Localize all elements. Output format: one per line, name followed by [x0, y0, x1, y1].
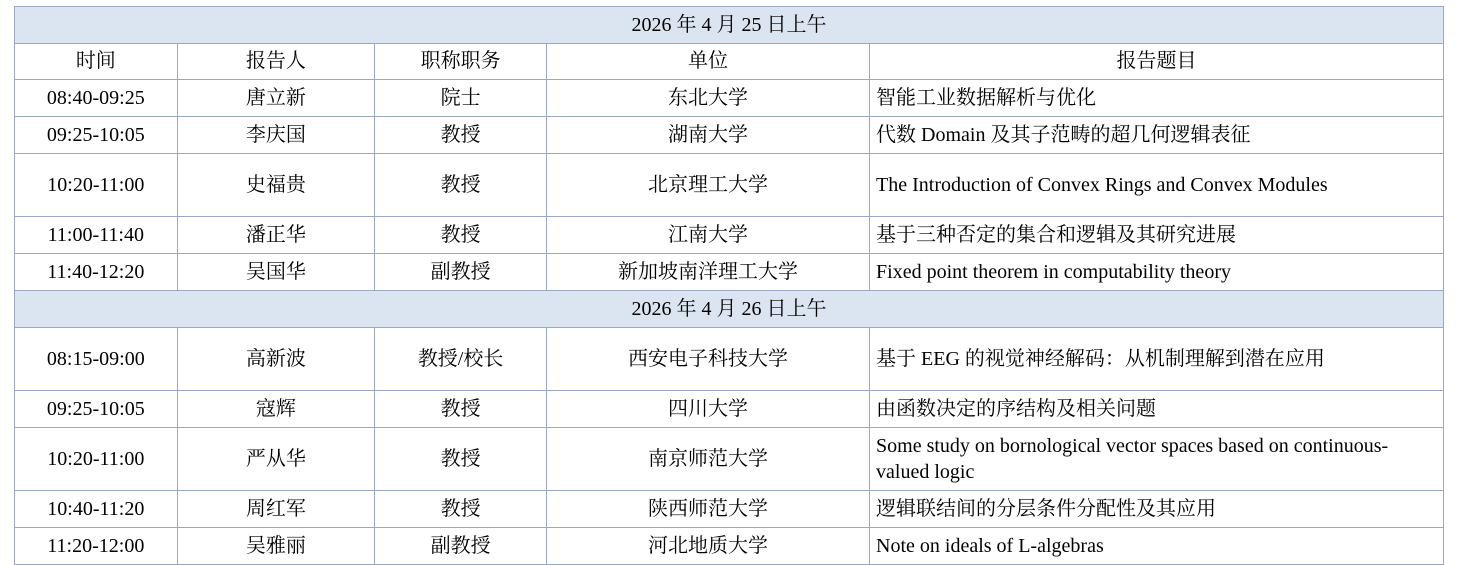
- table-row: [15, 428, 1444, 491]
- cell-time: 10:40-11:20: [15, 491, 178, 528]
- table-row: [15, 253, 1444, 290]
- cell-organization: 南京师范大学: [547, 428, 870, 491]
- cell-organization: 四川大学: [547, 391, 870, 428]
- table-row: [15, 491, 1444, 528]
- cell-time: 09:25-10:05: [15, 116, 178, 153]
- cell-topic: Some study on bornological vector spaces based on continuous-valued logic: [870, 428, 1444, 491]
- cell-job-title: 教授: [375, 216, 547, 253]
- section-header-row: [15, 7, 1444, 44]
- cell-time: 09:25-10:05: [15, 391, 178, 428]
- cell-speaker: 史福贵: [177, 153, 374, 216]
- cell-job-title: 院士: [375, 79, 547, 116]
- cell-organization: 河北地质大学: [547, 528, 870, 565]
- cell-job-title: 教授/校长: [375, 328, 547, 391]
- column-header: 职称职务: [375, 44, 547, 79]
- cell-speaker: 唐立新: [177, 79, 374, 116]
- section-title: 2026 年 4 月 25 日上午: [15, 7, 1444, 44]
- cell-speaker: 严从华: [177, 428, 374, 491]
- cell-organization: 西安电子科技大学: [547, 328, 870, 391]
- cell-organization: 湖南大学: [547, 116, 870, 153]
- cell-job-title: 教授: [375, 116, 547, 153]
- cell-job-title: 副教授: [375, 253, 547, 290]
- cell-topic: 代数 Domain 及其子范畴的超几何逻辑表征: [870, 116, 1444, 153]
- table-row: [15, 216, 1444, 253]
- cell-time: 08:40-09:25: [15, 79, 178, 116]
- cell-topic: 逻辑联结间的分层条件分配性及其应用: [870, 491, 1444, 528]
- cell-time: 10:20-11:00: [15, 428, 178, 491]
- column-header: 单位: [547, 44, 870, 79]
- cell-topic: 基于三种否定的集合和逻辑及其研究进展: [870, 216, 1444, 253]
- cell-organization: 北京理工大学: [547, 153, 870, 216]
- schedule-table: [14, 6, 1444, 565]
- cell-speaker: 李庆国: [177, 116, 374, 153]
- cell-time: 11:40-12:20: [15, 253, 178, 290]
- cell-time: 11:00-11:40: [15, 216, 178, 253]
- schedule-body: [15, 7, 1444, 565]
- cell-topic: 由函数决定的序结构及相关问题: [870, 391, 1444, 428]
- cell-topic: 智能工业数据解析与优化: [870, 79, 1444, 116]
- table-row: [15, 391, 1444, 428]
- cell-speaker: 吴国华: [177, 253, 374, 290]
- cell-topic: The Introduction of Convex Rings and Convex Modules: [870, 153, 1444, 216]
- column-header-row: [15, 44, 1444, 79]
- cell-job-title: 副教授: [375, 528, 547, 565]
- cell-speaker: 潘正华: [177, 216, 374, 253]
- cell-topic: Fixed point theorem in computability theory: [870, 253, 1444, 290]
- section-header-row: [15, 290, 1444, 327]
- table-row: [15, 79, 1444, 116]
- cell-job-title: 教授: [375, 391, 547, 428]
- cell-organization: 江南大学: [547, 216, 870, 253]
- cell-time: 11:20-12:00: [15, 528, 178, 565]
- cell-speaker: 高新波: [177, 328, 374, 391]
- table-row: [15, 116, 1444, 153]
- cell-time: 08:15-09:00: [15, 328, 178, 391]
- cell-job-title: 教授: [375, 491, 547, 528]
- column-header: 报告人: [177, 44, 374, 79]
- column-header: 报告题目: [870, 44, 1444, 79]
- cell-job-title: 教授: [375, 153, 547, 216]
- table-row: [15, 153, 1444, 216]
- cell-time: 10:20-11:00: [15, 153, 178, 216]
- table-row: [15, 528, 1444, 565]
- column-header: 时间: [15, 44, 178, 79]
- table-row: [15, 328, 1444, 391]
- section-title: 2026 年 4 月 26 日上午: [15, 290, 1444, 327]
- cell-organization: 东北大学: [547, 79, 870, 116]
- cell-topic: 基于 EEG 的视觉神经解码：从机制理解到潜在应用: [870, 328, 1444, 391]
- cell-speaker: 吴雅丽: [177, 528, 374, 565]
- cell-topic: Note on ideals of L-algebras: [870, 528, 1444, 565]
- cell-speaker: 寇辉: [177, 391, 374, 428]
- cell-organization: 陕西师范大学: [547, 491, 870, 528]
- cell-organization: 新加坡南洋理工大学: [547, 253, 870, 290]
- cell-speaker: 周红军: [177, 491, 374, 528]
- cell-job-title: 教授: [375, 428, 547, 491]
